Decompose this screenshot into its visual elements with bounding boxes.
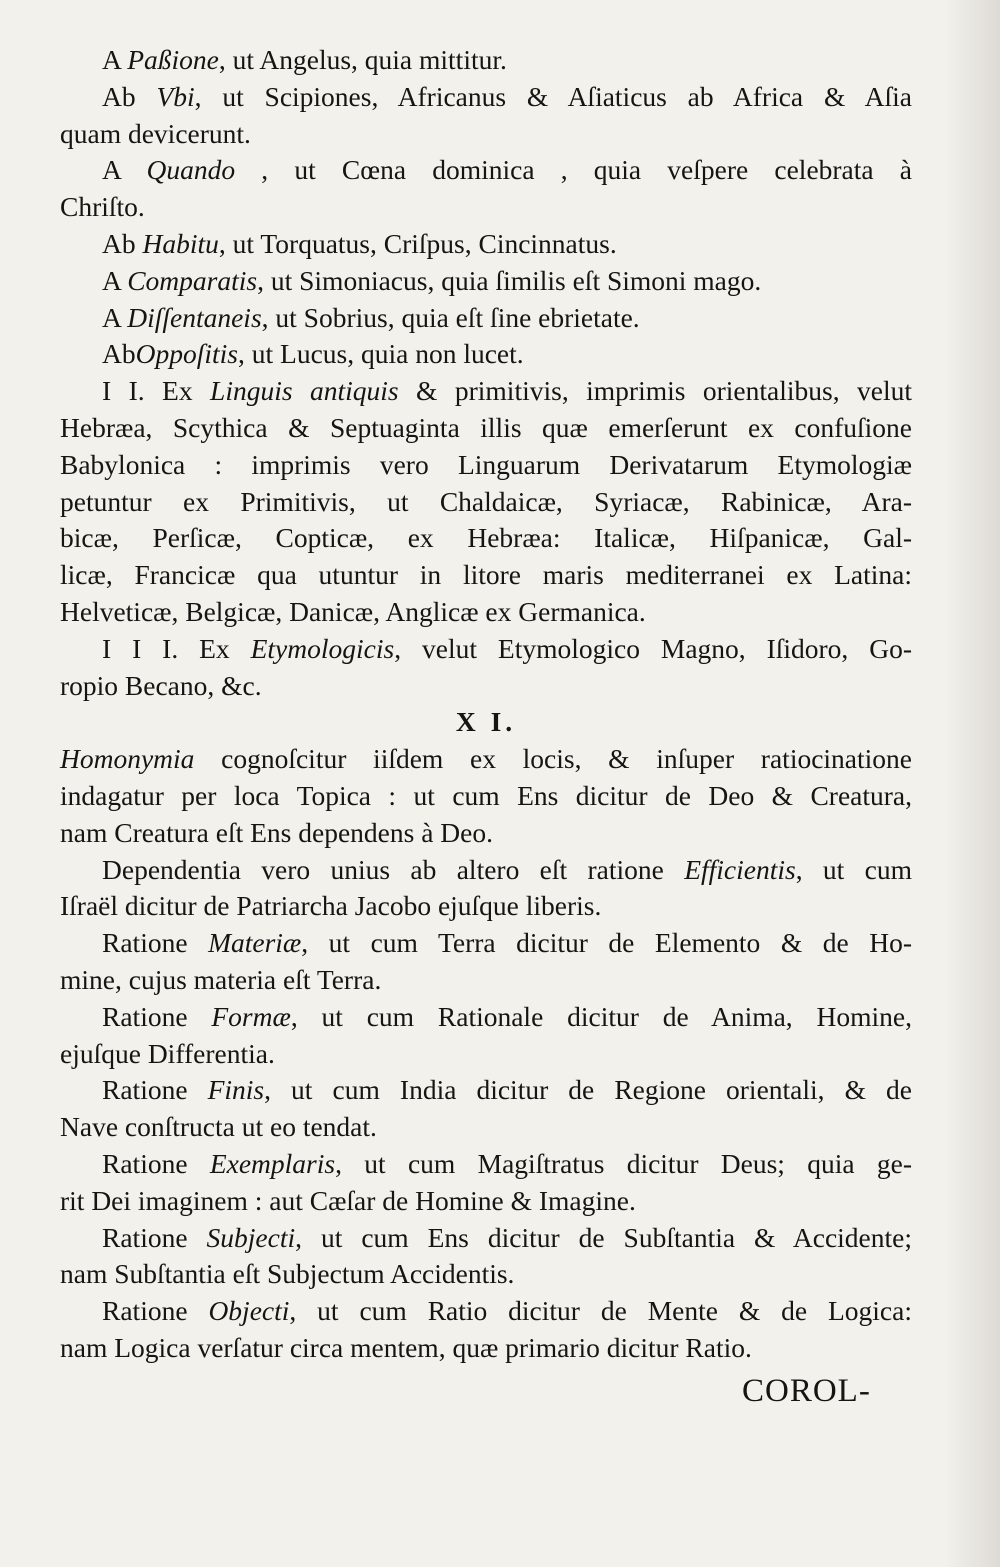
text-line xyxy=(60,888,912,925)
italic-term: Linguis antiquis xyxy=(210,375,399,407)
text-line xyxy=(60,226,912,263)
text-line xyxy=(60,373,912,410)
text-run: , ut Angelus, quia mittitur. xyxy=(218,44,507,75)
text-line xyxy=(60,447,912,484)
italic-term: Comparatis xyxy=(127,264,258,296)
text-run: Dependentia vero unius ab altero eſt ratione xyxy=(102,853,685,885)
text-run: Babylonica : imprimis vero Linguarum Derivatarum Etymologiæ xyxy=(60,448,912,480)
italic-term: Exemplaris xyxy=(209,1147,336,1179)
text-run: I I. Ex xyxy=(102,375,211,407)
text-line xyxy=(60,336,912,373)
text-run: Iſraël dicitur de Patriarcha Jacobo ejuſque liberis. xyxy=(60,890,602,922)
text-line xyxy=(60,557,912,594)
text-run: , ut Scipiones, Africanus & Aſiaticus ab Africa & Aſia xyxy=(194,80,912,112)
text-run: , ut Lucus, quia non lucet. xyxy=(238,338,524,370)
italic-term: Paßione xyxy=(127,44,219,75)
text-line xyxy=(60,778,912,815)
text-run: Ratione xyxy=(102,1221,207,1253)
text-run: Ratione xyxy=(102,1074,208,1106)
text-run: , ut cum Ens dicitur de Subſtantia & Accidente; xyxy=(295,1221,912,1253)
text-run: A xyxy=(102,264,128,296)
text-run: X I. xyxy=(455,706,517,738)
text-line xyxy=(60,1293,912,1330)
text-run: Ab xyxy=(102,80,157,112)
text-run: , ut cum Ratio dicitur de Mente & de Logica: xyxy=(289,1295,912,1327)
text-run: , ut Cœna dominica , quia veſpere celebrata à xyxy=(235,154,912,186)
text-run: , ut cum xyxy=(795,853,912,885)
text-run: bicæ, Perſicæ, Copticæ, ex Hebræa: Italicæ, Hiſpanicæ, Gal- xyxy=(60,522,912,554)
italic-term: Homonymia xyxy=(60,743,195,775)
text-run: mine, cujus materia eſt Terra. xyxy=(60,963,382,995)
text-line xyxy=(60,631,912,668)
text-run: , ut cum Terra dicitur de Elemento & de Ho- xyxy=(301,927,912,959)
text-run: , ut cum Rationale dicitur de Anima, Homine, xyxy=(290,1000,912,1032)
text-run: Helveticæ, Belgicæ, Danicæ, Anglicæ ex Germanica. xyxy=(60,595,646,627)
text-line xyxy=(60,263,912,300)
text-run: Nave conſtructa ut eo tendat. xyxy=(60,1111,377,1143)
italic-term: Formæ xyxy=(211,1000,291,1032)
text-line xyxy=(60,704,912,741)
text-run: quam devicerunt. xyxy=(60,117,251,149)
text-run: & primitivis, imprimis orientalibus, velut xyxy=(398,375,912,407)
text-line xyxy=(60,1220,912,1257)
italic-term: Etymologicis xyxy=(250,632,395,664)
text-run: Ab xyxy=(102,227,143,259)
page-edge-shadow xyxy=(945,0,1000,1567)
text-run: petuntur ex Primitivis, ut Chaldaicæ, Syriacæ, Rabinicæ, Ara- xyxy=(60,485,912,517)
text-run: I I I. Ex xyxy=(102,632,251,664)
page-body-text xyxy=(60,42,912,1367)
text-run: Ab xyxy=(102,338,136,370)
text-line xyxy=(60,300,912,337)
text-line xyxy=(60,1330,912,1367)
text-run: Ratione xyxy=(102,927,209,959)
text-run: cognoſcitur iiſdem ex locis, & inſuper ratiocinatione xyxy=(194,743,912,775)
text-run: licæ, Francicæ qua utuntur in litore maris mediterranei ex Latina: xyxy=(60,559,912,591)
text-line xyxy=(60,79,912,116)
catchword: COROL- xyxy=(742,1373,871,1409)
italic-term: Habitu xyxy=(142,227,219,259)
text-run: A xyxy=(102,154,147,186)
text-run: rit Dei imaginem : aut Cæſar de Homine & Imagine. xyxy=(60,1184,636,1216)
italic-term: Materiæ xyxy=(208,927,302,959)
text-run: ejuſque Differentia. xyxy=(60,1037,275,1069)
italic-term: Diſſentaneis xyxy=(127,301,262,333)
text-line xyxy=(60,999,912,1036)
text-line xyxy=(60,520,912,557)
text-line xyxy=(60,925,912,962)
text-line xyxy=(60,668,912,705)
italic-term: Efficientis xyxy=(684,853,796,885)
text-run: A xyxy=(102,44,128,75)
italic-term: Objecti xyxy=(208,1295,290,1327)
text-run: Ratione xyxy=(102,1147,210,1179)
text-run: Ratione xyxy=(102,1295,209,1327)
italic-term: Vbi xyxy=(156,80,195,112)
text-run: , ut cum India dicitur de Regione orientali, & de xyxy=(264,1074,912,1106)
text-run: , velut Etymologico Magno, Iſidoro, Go- xyxy=(394,632,912,664)
text-line xyxy=(60,1146,912,1183)
text-run: Chriſto. xyxy=(60,191,145,223)
italic-term: Oppoſitis xyxy=(135,338,238,370)
text-run: , ut Sobrius, quia eſt ſine ebrietate. xyxy=(261,301,640,333)
text-run: Ratione xyxy=(102,1000,212,1032)
italic-term: Quando xyxy=(146,154,236,186)
text-line xyxy=(60,484,912,521)
text-run: A xyxy=(102,301,128,333)
text-line xyxy=(60,189,912,226)
italic-term: Finis xyxy=(207,1074,265,1106)
text-line xyxy=(60,42,912,79)
text-line xyxy=(60,962,912,999)
text-line xyxy=(60,852,912,889)
text-line xyxy=(60,1183,912,1220)
text-run: nam Creatura eſt Ens dependens à Deo. xyxy=(60,816,493,848)
text-line xyxy=(60,1256,912,1293)
text-run: ropio Becano, &c. xyxy=(60,669,262,701)
text-line xyxy=(60,116,912,153)
text-run: Hebræa, Scythica & Septuaginta illis quæ emerſerunt ex confuſione xyxy=(60,411,912,443)
text-run: nam Logica verſatur circa mentem, quæ primario dicitur Ratio. xyxy=(60,1331,752,1363)
text-line xyxy=(60,741,912,778)
italic-term: Subjecti xyxy=(206,1221,296,1253)
text-line xyxy=(60,1036,912,1073)
text-line xyxy=(60,1072,912,1109)
text-line xyxy=(60,594,912,631)
text-run: , ut Simoniacus, quia ſimilis eſt Simoni mago. xyxy=(257,264,762,296)
text-line xyxy=(60,815,912,852)
text-line xyxy=(60,1109,912,1146)
text-run: nam Subſtantia eſt Subjectum Accidentis. xyxy=(60,1258,515,1290)
text-run: , ut cum Magiſtratus dicitur Deus; quia ge- xyxy=(335,1147,912,1179)
text-line xyxy=(60,410,912,447)
text-run: , ut Torquatus, Criſpus, Cincinnatus. xyxy=(218,227,617,259)
text-line xyxy=(60,152,912,189)
text-run: indagatur per loca Topica : ut cum Ens dicitur de Deo & Creatura, xyxy=(60,779,912,811)
